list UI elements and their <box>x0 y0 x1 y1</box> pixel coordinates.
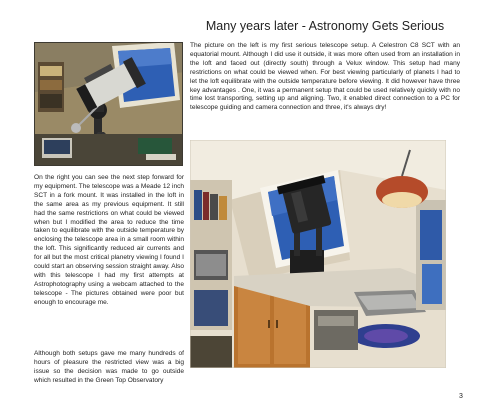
celestron-c8-photo <box>34 42 183 166</box>
page-number: 3 <box>459 393 463 400</box>
next-step-paragraph: On the right you can see the next step forward for my equipment. The telescope was a Meade 12 inch SCT in a fork mount. It was installed in the loft in the same area as my previous equipment. It still had the same restrictions on what could be viewed when but I modified the area to reduce the time taken to equilibrate with the outside temperature by enclosing the telescope area in a small room within the loft. This significantly reduced air currents and for all but the most critical planetry viewing I found I could start an observing session straight away. Also with this telescope I had my first attempts at Astrophotography using a webcam attached to the telescope - The pictures obtained were poor but enough to encourage me. <box>34 174 184 306</box>
conclusion-paragraph: Although both setups gave me many hundreds of hours of pleasure the restricted view was a big issue so the decision was made to go outside which resulted in the Green Top Observatory <box>34 350 184 384</box>
meade-12-inch-photo <box>190 140 446 368</box>
page-title: Many years later - Astronomy Gets Serious <box>205 19 445 33</box>
intro-paragraph: The picture on the left is my first serious telescope setup. A Celestron C8 SCT with an equatorial mount. Although I did use it outside, it was more often used from an installation in the loft and faced out (directly south) through a Velux window. This setup had many restrictions on what could be viewed when. For best viewing particularly of planets I had to let the loft equilibrate with the outside temperature before viewing. It did however have three key advantages . One, it was a permanent setup that could be used relatively quickly with no time lost transporting, setting up and aligning. Two, it enabled direct connection to a PC for telescope guiding and camera connection and three, it's always dry! <box>190 42 460 112</box>
